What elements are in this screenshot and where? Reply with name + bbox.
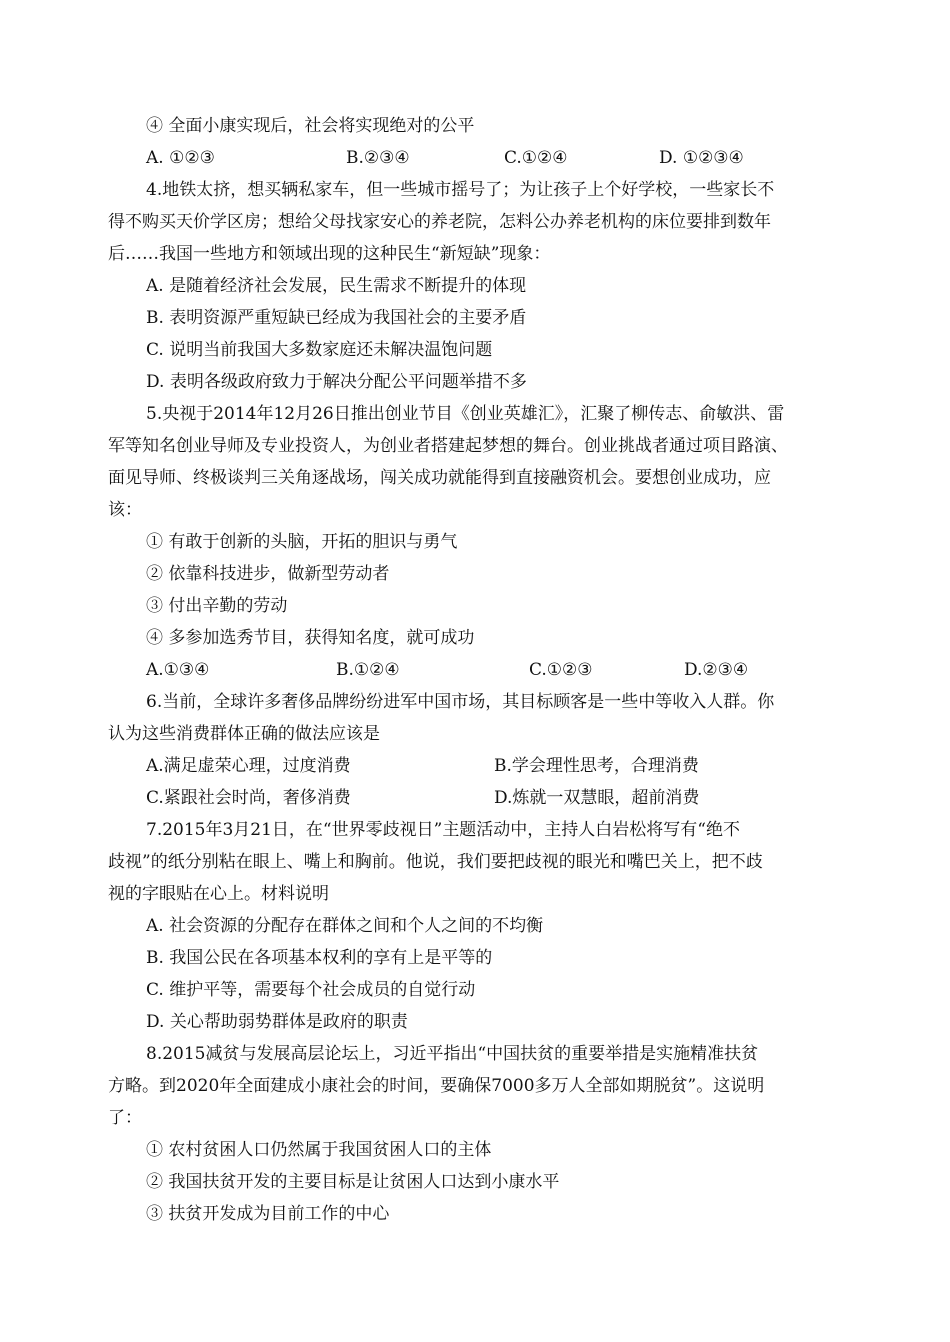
q5-item-2: ② 依靠科技进步，做新型劳动者	[146, 564, 390, 584]
q7-option-a: A. 社会资源的分配存在群体之间和个人之间的不均衡	[146, 916, 544, 936]
q7-option-b: B. 我国公民在各项基本权利的享有上是平等的	[146, 948, 493, 968]
q5-stem-line: 军等知名创业导师及专业投资人，为创业者搭建起梦想的舞台。创业挑战者通过项目路演、	[108, 436, 788, 456]
q4-stem-line: 4.地铁太挤，想买辆私家车，但一些城市摇号了；为让孩子上个好学校，一些家长不	[146, 180, 775, 200]
q6-stem-line: 认为这些消费群体正确的做法应该是	[108, 724, 380, 744]
q6-option-c: C.紧跟社会时尚，奢侈消费	[146, 788, 351, 808]
q4-option-b: B. 表明资源严重短缺已经成为我国社会的主要矛盾	[146, 308, 527, 328]
q6-option-d: D.炼就一双慧眼，超前消费	[494, 788, 700, 808]
q3-option-d: D. ①②③④	[659, 148, 744, 168]
q4-option-d: D. 表明各级政府致力于解决分配公平问题举措不多	[146, 372, 527, 392]
q5-option-c: C.①②③	[529, 660, 593, 680]
q5-stem-line: 该：	[108, 500, 142, 520]
q6-options-row	[108, 750, 853, 782]
q4-stem-line: 后……我国一些地方和领域出现的这种民生“新短缺”现象：	[108, 244, 551, 264]
q6-option-b: B.学会理性思考，合理消费	[494, 756, 699, 776]
q5-options	[108, 654, 853, 686]
q7-stem-line: 歧视”的纸分别粘在眼上、嘴上和胸前。他说，我们要把歧视的眼光和嘴巴关上，把不歧	[108, 852, 763, 872]
q8-stem-line: 了：	[108, 1108, 142, 1128]
q6-stem-line: 6.当前，全球许多奢侈品牌纷纷进军中国市场，其目标顾客是一些中等收入人群。你	[146, 692, 775, 712]
q8-item-2: ② 我国扶贫开发的主要目标是让贫困人口达到小康水平	[146, 1172, 560, 1192]
q3-option-b: B.②③④	[346, 148, 410, 168]
q5-option-a: A.①③④	[146, 660, 210, 680]
q8-item-3: ③ 扶贫开发成为目前工作的中心	[146, 1204, 390, 1224]
q5-item-3: ③ 付出辛勤的劳动	[146, 596, 288, 616]
q5-option-b: B.①②④	[336, 660, 400, 680]
q3-item-4: ④ 全面小康实现后，社会将实现绝对的公平	[146, 116, 475, 136]
q7-option-d: D. 关心帮助弱势群体是政府的职责	[146, 1012, 408, 1032]
q5-item-1: ① 有敢于创新的头脑，开拓的胆识与勇气	[146, 532, 458, 552]
q4-stem-line: 得不购买天价学区房；想给父母找家安心的养老院，怎料公办养老机构的床位要排到数年	[108, 212, 771, 232]
q8-stem-line: 8.2015减贫与发展高层论坛上，习近平指出“中国扶贫的重要举措是实施精准扶贫	[146, 1044, 759, 1064]
q8-item-1: ① 农村贫困人口仍然属于我国贫困人口的主体	[146, 1140, 492, 1160]
q3-option-a: A. ①②③	[146, 148, 215, 168]
q5-stem-line: 5.央视于2014年12月26日推出创业节目《创业英雄汇》，汇聚了柳传志、俞敏洪、雷	[146, 404, 785, 424]
q5-option-d: D.②③④	[684, 660, 749, 680]
q4-option-a: A. 是随着经济社会发展，民生需求不断提升的体现	[146, 276, 527, 296]
q3-options	[108, 142, 853, 174]
q6-option-a: A.满足虚荣心理，过度消费	[146, 756, 351, 776]
q7-stem-line: 视的字眼贴在心上。材料说明	[108, 884, 329, 904]
q5-item-4: ④ 多参加选秀节目，获得知名度，就可成功	[146, 628, 475, 648]
exam-page	[108, 110, 853, 1230]
q7-option-c: C. 维护平等，需要每个社会成员的自觉行动	[146, 980, 476, 1000]
q5-stem-line: 面见导师、终极谈判三关角逐战场，闯关成功就能得到直接融资机会。要想创业成功，应	[108, 468, 771, 488]
q3-option-c: C.①②④	[504, 148, 568, 168]
q4-option-c: C. 说明当前我国大多数家庭还未解决温饱问题	[146, 340, 493, 360]
q8-stem-line: 方略。到2020年全面建成小康社会的时间，要确保7000多万人全部如期脱贫”。这说明	[108, 1076, 765, 1096]
q6-options-row	[108, 782, 853, 814]
q7-stem-line: 7.2015年3月21日，在“世界零歧视日”主题活动中，主持人白岩松将写有“绝不	[146, 820, 741, 840]
